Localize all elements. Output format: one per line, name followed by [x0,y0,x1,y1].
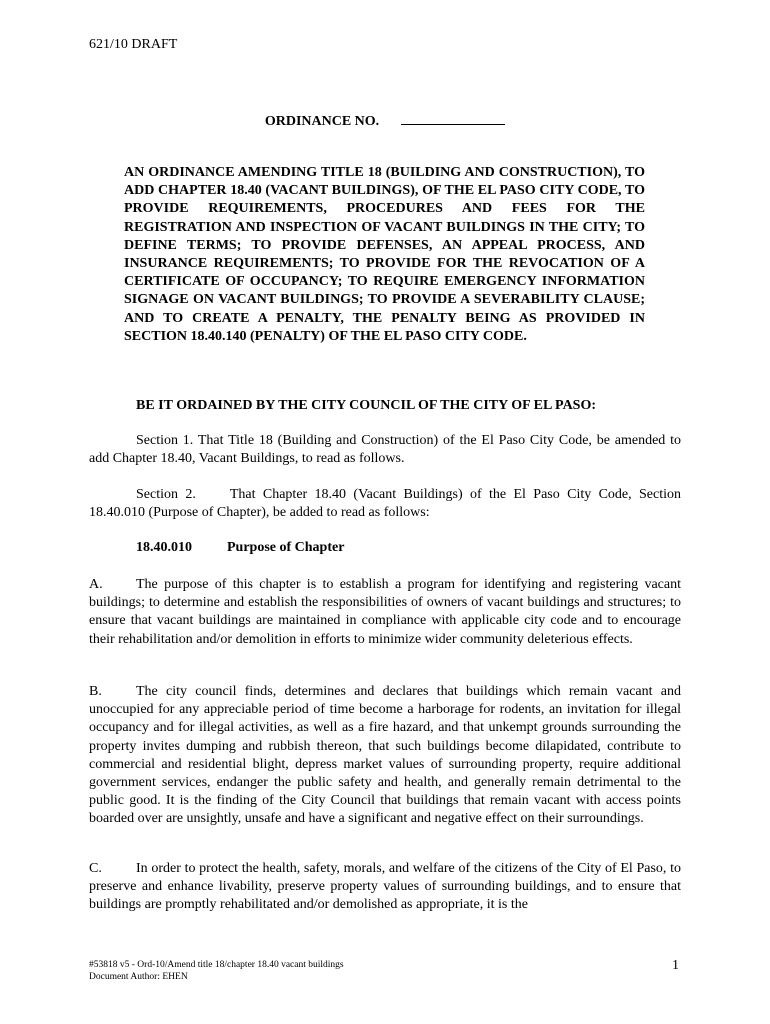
draft-label: 621/10 DRAFT [89,37,178,52]
page-footer [89,959,344,983]
paragraph-a [89,576,681,649]
paragraph-letter: A. [89,577,103,592]
section-2-label: Section 2. [136,487,196,502]
chapter-heading [136,540,344,556]
ordinance-number-blank [401,112,505,125]
paragraph-text: In order to protect the health, safety, morals, and welfare of the citizens of the City of El Paso, to preserve and enhance livability, preserve property values of surrounding buildings, and to ensure that buildings are promptly rehabilitated and/or demolished as appropriate, it is the [89,861,681,913]
paragraph-c [89,860,681,915]
ordinance-caption: AN ORDINANCE AMENDING TITLE 18 (BUILDING AND CONSTRUCTION), TO ADD CHAPTER 18.40 (VACANT BUILDINGS), OF THE EL PASO CITY CODE, TO PROVIDE REQUIREMENTS, PROCEDURES AND FEES FOR THE REGISTRATION AND INSPECTION OF VACANT BUILDINGS IN THE CITY; TO DEFINE TERMS; TO PROVIDE DEFENSES, AN APPEAL PROCESS, AND INSURANCE REQUIREMENTS; TO PROVIDE FOR THE REVOCATION OF A CERTIFICATE OF OCCUPANCY; TO REQUIRE EMERGENCY INFORMATION SIGNAGE ON VACANT BUILDINGS; TO PROVIDE A SEVERABILITY CLAUSE; AND TO CREATE A PENALTY, THE PENALTY BEING AS PROVIDED IN SECTION 18.40.140 (PENALTY) OF THE EL PASO CITY CODE. [124,165,645,344]
chapter-heading-number: 18.40.010 [136,540,192,555]
ordinance-number-label: ORDINANCE NO. [264,114,380,129]
enacting-clause: BE IT ORDAINED BY THE CITY COUNCIL OF THE CITY OF EL PASO: [136,398,597,413]
page-number: 1 [672,958,679,973]
section-2 [89,486,681,522]
footer-doc-id: #53818 v5 - Ord-10/Amend title 18/chapter 18.40 vacant buildings [89,960,344,970]
paragraph-letter: B. [89,684,102,699]
paragraph-b [89,683,681,829]
section-2-text: That Chapter 18.40 (Vacant Buildings) of the El Paso City Code, Section 18.40.010 (Purpose of Chapter), be added to read as follows: [89,487,681,521]
footer-author: Document Author: EHEN [89,972,188,982]
paragraph-letter: C. [89,861,102,876]
section-1 [89,432,681,468]
ordinance-title [0,112,770,130]
paragraph-text: The purpose of this chapter is to establish a program for identifying and registering vacant buildings; to determine and establish the responsibilities of owners of vacant buildings and structures; to ensure that vacant buildings are maintained in compliance with applicable city code and to encourage their rehabilitation and/or demolition in efforts to minimize wider community deleterious effects. [89,577,681,647]
chapter-heading-title: Purpose of Chapter [227,540,345,555]
section-1-text: Section 1. That Title 18 (Building and Construction) of the El Paso City Code, be amended to add Chapter 18.40, Vacant Buildings, to read as follows. [89,433,681,467]
paragraph-text: The city council finds, determines and declares that buildings which remain vacant and unoccupied for any appreciable period of time become a harborage for rodents, an invitation for illegal occupancy and for illegal activities, as well as a fire hazard, and that unkempt grounds surrounding the property invites dumping and rubbish thereon, that such buildings become dilapidated, contribute to commercial and residential blight, depress market values of surrounding property, require additional government services, endanger the public safety and health, and generally remain detrimental to the public good. It is the finding of the City Council that buildings that remain vacant with access points boarded over are unsightly, unsafe and have a significant and negative effect on their surroundings. [89,684,681,827]
